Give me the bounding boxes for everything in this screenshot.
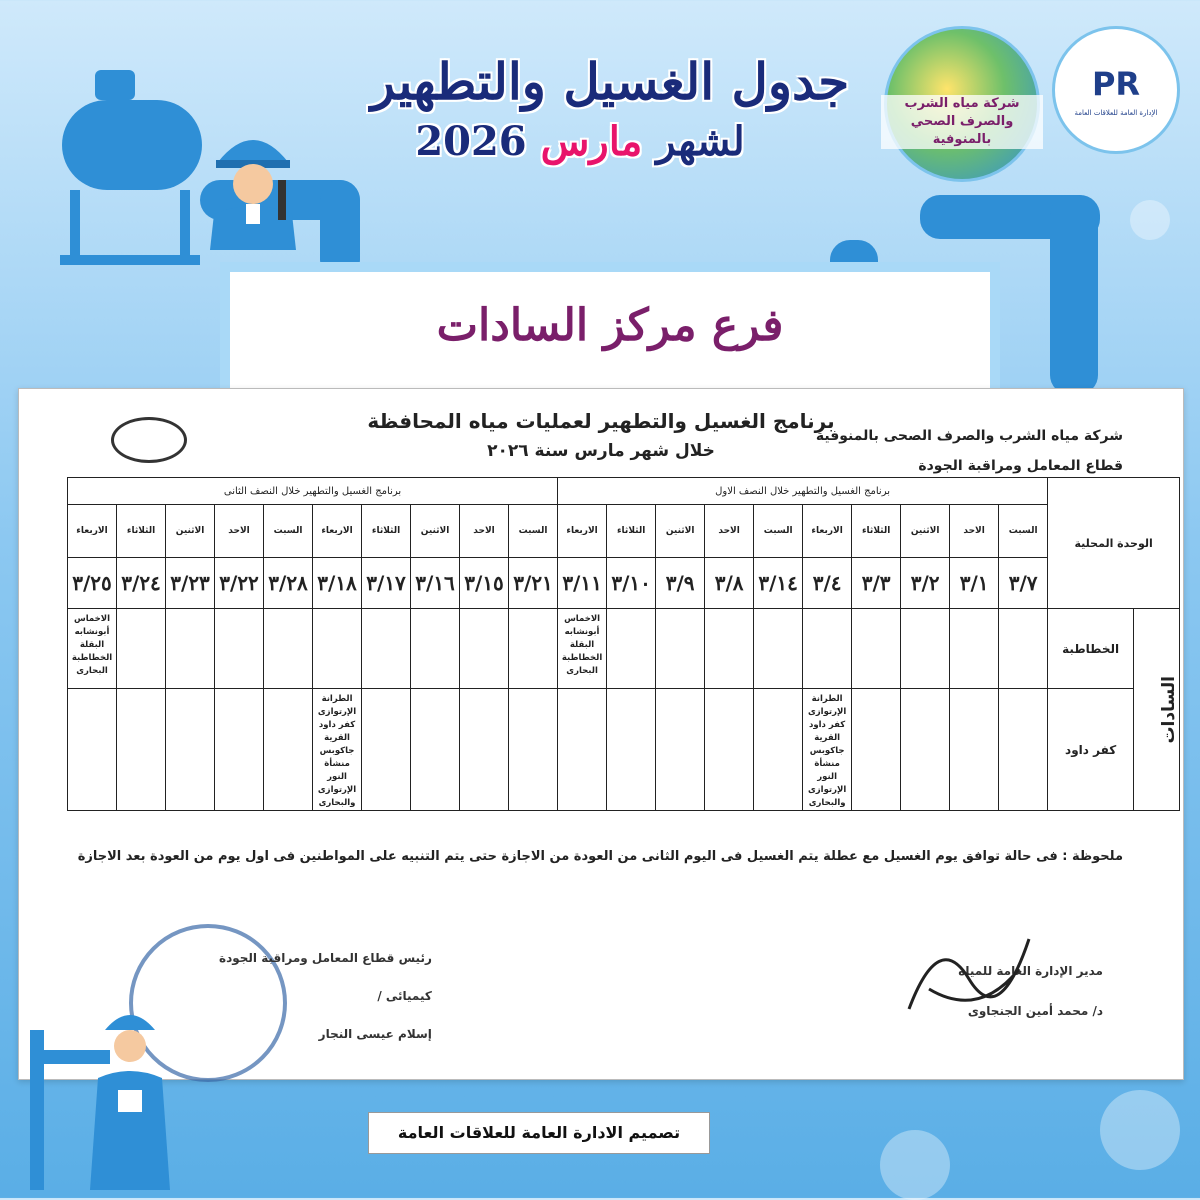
village-name: والبحارى	[318, 798, 356, 808]
day-header: الاثنين	[166, 505, 215, 558]
company-line2: قطاع المعامل ومراقبة الجودة	[918, 458, 1123, 474]
empty-cell	[901, 609, 950, 689]
company-line1: شركة مياه الشرب والصرف الصحى بالمنوفية	[815, 428, 1123, 444]
subtitle-month: مارس	[540, 118, 643, 165]
date-cell: ٣/٢	[901, 558, 950, 609]
date-cell: ٣/١٧	[362, 558, 411, 609]
empty-cell	[999, 609, 1048, 689]
date-cell: ٣/١٤	[754, 558, 803, 609]
village-name: الإرتوازى	[317, 707, 357, 717]
page-subtitle	[300, 118, 860, 165]
empty-cell	[803, 609, 852, 689]
empty-cell	[362, 609, 411, 689]
date-cell: ٣/٩	[656, 558, 705, 609]
empty-cell	[264, 689, 313, 811]
empty-cell	[166, 609, 215, 689]
village-name: جاكوبس	[319, 746, 355, 756]
village-name: الخطاطبة	[71, 653, 113, 663]
empty-cell	[656, 689, 705, 811]
signature-right-name: د/ محمد أمين الجنجاوى	[967, 1004, 1103, 1018]
day-header: الثلاثاء	[607, 505, 656, 558]
village-name: منشأة النور	[814, 759, 840, 782]
village-name: كفر داود	[318, 720, 356, 730]
subtitle-year: 2026	[415, 118, 527, 165]
bubble	[1100, 1090, 1180, 1170]
village-list	[803, 689, 852, 811]
company-header	[816, 421, 1123, 481]
date-cell: ٣/٤	[803, 558, 852, 609]
empty-cell	[117, 689, 166, 811]
village-name: البحارى	[566, 666, 598, 676]
date-cell: ٣/٨	[705, 558, 754, 609]
footer-credit: تصميم الادارة العامة للعلاقات العامة	[368, 1112, 710, 1154]
empty-cell	[313, 609, 362, 689]
day-header: الاربعاء	[313, 505, 362, 558]
day-header: الاحد	[705, 505, 754, 558]
village-name: أبونشابه	[564, 627, 600, 637]
table-row	[68, 609, 1180, 689]
empty-cell	[558, 689, 607, 811]
day-header: الاثنين	[901, 505, 950, 558]
date-cell: ٣/١٨	[313, 558, 362, 609]
day-header: الثلاثاء	[362, 505, 411, 558]
village-name: كفر داود	[809, 720, 846, 730]
pipe-right-down	[1050, 195, 1098, 395]
day-header: الاحد	[460, 505, 509, 558]
village-name: جاكوبس	[809, 746, 845, 756]
date-cell: ٣/٢٢	[215, 558, 264, 609]
water-company-logo-text: شركة مياه الشرب والصرف الصحي بالمنوفية	[881, 95, 1043, 149]
village-name: الإرتوازى	[317, 785, 357, 795]
village-name: الاخماس	[74, 614, 111, 624]
document-note: ملحوظة : فى حالة توافق يوم الغسيل مع عطلة يتم الغسيل فى اليوم الثانى من العودة من الاجازة حتى يتم التنبيه على المواطنين فى اول يوم من العودة بعد الاجازة	[77, 849, 1123, 864]
date-cell: ٣/٢٤	[117, 558, 166, 609]
day-header: الثلاثاء	[117, 505, 166, 558]
empty-cell	[950, 609, 999, 689]
area-cell	[1134, 609, 1180, 811]
signature-left-title: رئيس قطاع المعامل ومراقبة الجودة	[219, 951, 432, 965]
area-name: السادات	[1159, 675, 1180, 744]
empty-cell	[999, 689, 1048, 811]
date-cell: ٣/٢٣	[166, 558, 215, 609]
empty-cell	[607, 609, 656, 689]
empty-cell	[460, 609, 509, 689]
worker-icon-top	[198, 110, 308, 254]
date-cell: ٣/٢٥	[68, 558, 117, 609]
empty-cell	[117, 609, 166, 689]
table-row	[68, 689, 1180, 811]
worker-icon-bottom	[20, 990, 210, 1194]
empty-cell	[362, 689, 411, 811]
empty-cell	[754, 609, 803, 689]
day-header: الاربعاء	[558, 505, 607, 558]
page-title: جدول الغسيل والتطهير	[370, 52, 850, 111]
branch-title: فرع مركز السادات	[436, 300, 784, 351]
public-relations-logo	[1052, 26, 1180, 154]
village-list	[68, 609, 117, 689]
empty-cell	[705, 609, 754, 689]
empty-cell	[950, 689, 999, 811]
day-header: الثلاثاء	[852, 505, 901, 558]
empty-cell	[607, 689, 656, 811]
village-list	[558, 609, 607, 689]
date-cell: ٣/٧	[999, 558, 1048, 609]
day-header: الاربعاء	[803, 505, 852, 558]
village-name: القرية	[814, 733, 841, 743]
empty-cell	[166, 689, 215, 811]
branch-panel	[220, 262, 1000, 402]
day-header: الاحد	[215, 505, 264, 558]
empty-cell	[852, 689, 901, 811]
unit-name: كفر داود	[1048, 689, 1134, 811]
date-cell: ٣/٢٨	[264, 558, 313, 609]
village-name: الاخماس	[564, 614, 601, 624]
document-subtitle: خلال شهر مارس سنة ٢٠٢٦	[487, 441, 715, 461]
date-cell: ٣/١	[950, 558, 999, 609]
handwritten-signature-icon	[899, 919, 1039, 1029]
village-name: الخطاطبة	[561, 653, 603, 663]
date-cell: ٣/٢١	[509, 558, 558, 609]
date-cell: ٣/١٠	[607, 558, 656, 609]
signature-right-title: مدير الإدارة العامة للمياه	[958, 964, 1103, 978]
signature-left	[219, 939, 432, 1053]
empty-cell	[411, 689, 460, 811]
date-cell: ٣/١٥	[460, 558, 509, 609]
empty-cell	[901, 689, 950, 811]
date-cell: ٣/١٦	[411, 558, 460, 609]
pr-logo-text: الإدارة العامة للعلاقات العامة	[1074, 109, 1158, 117]
day-header: السبت	[754, 505, 803, 558]
unit-header: الوحدة المحلية	[1048, 478, 1180, 609]
empty-cell	[509, 609, 558, 689]
empty-cell	[215, 609, 264, 689]
day-row	[68, 505, 1180, 558]
village-name: والبحارى	[808, 798, 846, 808]
day-header: السبت	[264, 505, 313, 558]
empty-cell	[656, 609, 705, 689]
empty-cell	[411, 609, 460, 689]
village-name: القرية	[324, 733, 350, 743]
empty-cell	[264, 609, 313, 689]
day-header: الاحد	[950, 505, 999, 558]
village-name: الإرتوازى	[807, 785, 847, 795]
date-cell: ٣/٣	[852, 558, 901, 609]
village-name: البقلة	[569, 640, 595, 650]
village-name: الإرتوازى	[807, 707, 847, 717]
empty-cell	[509, 689, 558, 811]
signature-left-role: كيميائى /	[377, 989, 432, 1003]
day-header: السبت	[999, 505, 1048, 558]
village-list	[313, 689, 362, 811]
empty-cell	[754, 689, 803, 811]
schedule-table	[67, 477, 1180, 811]
signature-left-name: إسلام عيسى النجار	[318, 1027, 432, 1041]
water-company-logo	[884, 26, 1040, 182]
day-header: السبت	[509, 505, 558, 558]
bubble	[1130, 200, 1170, 240]
first-half-header: برنامج الغسيل والتطهير خلال النصف الاول	[558, 478, 1048, 505]
schedule-document	[18, 388, 1184, 1080]
village-name: البحارى	[76, 666, 108, 676]
second-half-header: برنامج الغسيل والتطهير خلال النصف الثانى	[68, 478, 558, 505]
date-cell: ٣/١١	[558, 558, 607, 609]
village-name: أبونشابه	[74, 627, 110, 637]
village-name: الطرانة	[811, 694, 843, 704]
table-header-row	[68, 478, 1180, 505]
empty-cell	[460, 689, 509, 811]
subtitle-prefix: لشهر	[656, 118, 745, 165]
empty-cell	[68, 689, 117, 811]
unit-name: الخطاطبة	[1048, 609, 1134, 689]
village-name: منشأة النور	[324, 759, 350, 782]
day-header: الاثنين	[656, 505, 705, 558]
document-title: برنامج الغسيل والتطهير لعمليات مياه المحافظة	[367, 409, 835, 433]
empty-cell	[705, 689, 754, 811]
date-row	[68, 558, 1180, 609]
empty-cell	[852, 609, 901, 689]
village-name: البقلة	[79, 640, 105, 650]
bubble	[880, 1130, 950, 1200]
day-header: الاربعاء	[68, 505, 117, 558]
empty-cell	[215, 689, 264, 811]
pr-logo-mark: PR	[1091, 65, 1141, 103]
village-name: الطرانة	[321, 694, 353, 704]
day-header: الاثنين	[411, 505, 460, 558]
